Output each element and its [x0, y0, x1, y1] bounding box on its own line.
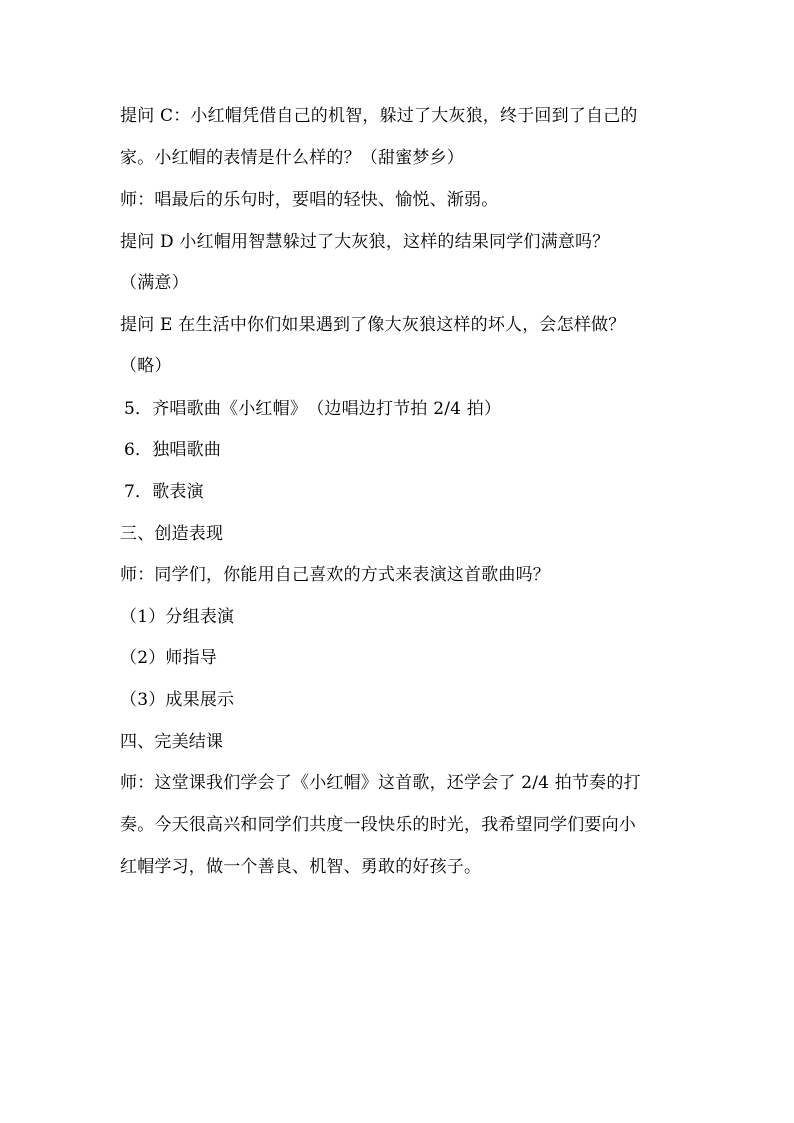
list-item: 6．独唱歌曲: [124, 440, 222, 460]
section-heading: 三、创造表现: [120, 524, 224, 544]
paragraph-line: 奏。今天很高兴和同学们共度一段快乐的时光，我希望同学们要向小: [120, 815, 636, 835]
list-item: 5．齐唱歌曲《小红帽》 （边唱边打节拍 2/4 拍）: [124, 399, 502, 419]
paragraph-line: 红帽学习，做一个善良、机智、勇敢的好孩子。: [120, 857, 482, 877]
paragraph-line: 提问 D 小红帽用智慧躲过了大灰狼，这样的结果同学们满意吗？: [120, 232, 610, 252]
paragraph-line: 提问 E 在生活中你们如果遇到了像大灰狼这样的坏人，会怎样做？: [120, 315, 626, 335]
list-item: 7．歌表演: [124, 482, 204, 502]
list-item: （1）分组表演: [120, 607, 235, 627]
paragraph-line: 师：这堂课我们学会了《小红帽》这首歌，还学会了 2/4 拍节奏的打: [120, 773, 641, 793]
paragraph-line: （略）: [120, 356, 172, 376]
paragraph-line: 师：唱最后的乐句时，要唱的轻快、愉悦、渐弱。: [120, 190, 499, 210]
section-heading: 四、完美结课: [120, 732, 224, 752]
list-item: （3）成果展示: [120, 690, 235, 710]
paragraph-line: 家。小红帽的表情是什么样的？（甜蜜梦乡）: [120, 148, 464, 168]
paragraph-line: 师：同学们，你能用自己喜欢的方式来表演这首歌曲吗？: [120, 565, 550, 585]
paragraph-line: 提问 C：小红帽凭借自己的机智，躲过了大灰狼，终于回到了自己的: [120, 106, 638, 126]
paragraph-line: （满意）: [120, 273, 189, 293]
list-item: （2）师指导: [120, 648, 218, 668]
